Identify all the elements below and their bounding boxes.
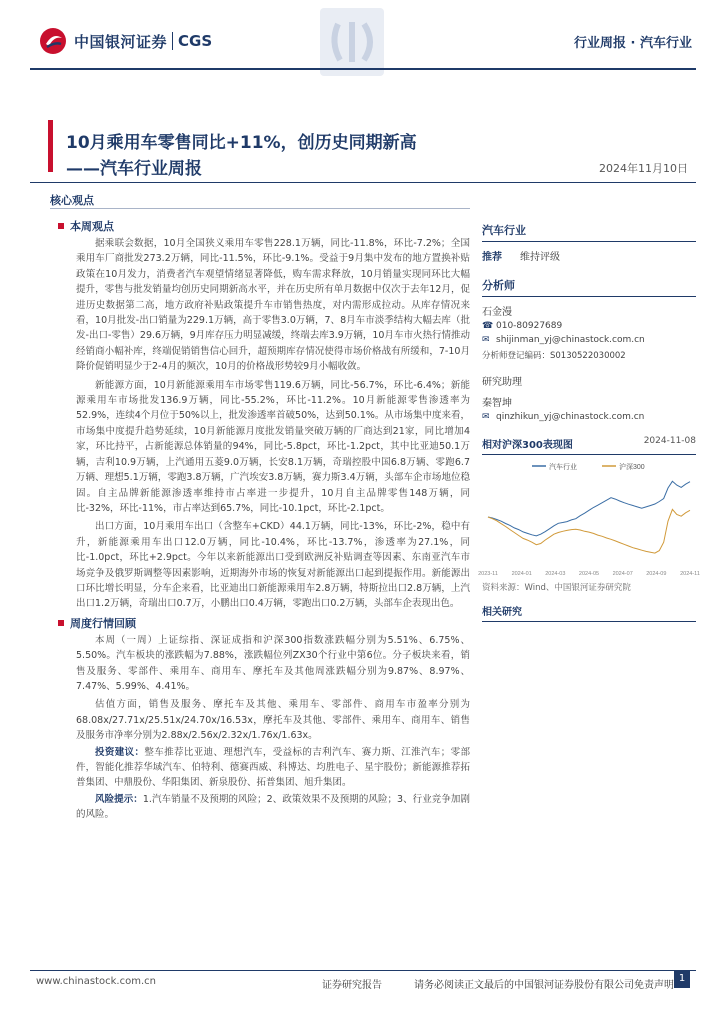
section-heading-text: 周度行情回顾 xyxy=(70,616,136,630)
email-icon: ✉ xyxy=(482,412,490,422)
legend-label-0: 汽车行业 xyxy=(549,464,577,471)
x-tick-label: 2024-09 xyxy=(646,571,667,577)
title-divider xyxy=(30,182,696,183)
analyst-heading: 分析师 xyxy=(482,277,696,297)
analyst-name: 石金漫 xyxy=(482,307,512,318)
publish-date: 2024年11月10日 xyxy=(599,162,688,175)
x-tick-label: 2024-05 xyxy=(578,571,600,577)
series-line-0 xyxy=(488,481,690,536)
logo-divider xyxy=(172,32,173,50)
logo-chinese-name: 中国银河证券 xyxy=(74,32,168,51)
assistant-email[interactable] xyxy=(482,412,696,422)
sidebar xyxy=(478,222,700,622)
phone-icon: ☎ xyxy=(482,321,494,331)
related-research-heading: 相关研究 xyxy=(482,603,696,622)
assistant-name: 秦智坤 xyxy=(482,398,512,409)
invest-text: 整车推荐比亚迪、理想汽车，受益标的吉利汽车、赛力斯、江淮汽车；零部件，智能化推荐华域汽车、伯特利、德赛西威、科博达、均胜电子、星宇股份；新能源推荐拓普集团、中鼎股份、华阳集团、新泉股份、拓普集团、旭升集团。 xyxy=(76,746,470,789)
report-category-tag: 行业周报 · 汽车行业 xyxy=(574,36,692,51)
assistant-heading: 研究助理 xyxy=(482,377,522,388)
analyst-registration: 分析师登记编码：S0130522030002 xyxy=(482,351,626,361)
core-views-divider xyxy=(50,208,470,209)
page-number: 1 xyxy=(674,970,690,988)
footer-disclaimer: 请务必阅读正文最后的中国银河证券股份有限公司免责声明 xyxy=(414,980,674,991)
analyst-phone xyxy=(482,321,696,331)
header-divider xyxy=(30,68,696,70)
x-tick-label: 2023-11 xyxy=(478,571,498,577)
paragraph-market: 本周（一周）上证综指、深证成指和沪深300指数涨跌幅分别为5.51%、6.75%、5.50%。汽车板块的涨跌幅为7.88%，涨跌幅位列ZX30个行业中第6位。分子板块来看，销售及服务、零部件、乘用车、商用车、摩托车及其他周涨跌幅分别为9.87%、8.97%、7.47%、5.99%、4.41%。 xyxy=(76,634,470,692)
footer-website[interactable]: www.chinastock.com.cn xyxy=(36,976,156,987)
rating-row xyxy=(482,248,696,263)
section-bullet-icon xyxy=(58,620,64,626)
x-tick-label: 2024-01 xyxy=(511,571,532,577)
report-title: 10月乘用车零售同比+11%，创历史同期新高 xyxy=(66,133,417,153)
footer-report-type: 证券研究报告 xyxy=(322,980,382,991)
footer-divider xyxy=(30,970,696,971)
chart-source: 资料来源：Wind、中国银河证券研究院 xyxy=(482,583,631,593)
title-accent-bar xyxy=(48,120,53,172)
x-tick-label: 2024-11 xyxy=(680,571,700,577)
section-heading-weekly-view xyxy=(50,218,470,234)
analyst-email[interactable] xyxy=(482,335,696,345)
section-heading-market-review xyxy=(50,615,470,631)
section-heading-text: 本周观点 xyxy=(70,220,114,233)
series-line-1 xyxy=(488,509,690,553)
paragraph-risk xyxy=(50,792,470,823)
risk-label: 风险提示： xyxy=(95,793,143,805)
section-bullet-icon xyxy=(58,223,64,229)
rating-value: 维持评级 xyxy=(520,252,560,263)
logo-english-name: CGS xyxy=(178,32,213,50)
cgs-logo-icon xyxy=(38,26,68,56)
performance-chart-svg xyxy=(478,459,700,579)
main-content xyxy=(50,218,470,824)
x-tick-label: 2024-03 xyxy=(545,571,566,577)
report-subtitle: ——汽车行业周报 xyxy=(66,159,202,179)
paragraph-sales: 据乘联会数据，10月全国狭义乘用车零售228.1万辆，同比-11.8%，环比-7.2%；全国乘用车厂商批发273.2万辆，同比-11.5%，环比-9.1%。受益于9月集中发布的地方置换补贴政策在10月发力，消费者汽车观望情绪显著降低，购车需求释放，10月销量实现同环比大幅提升，零售与批发销量均创历史同期新高水平，并在历史所有单月数据中仅次于去年12月，促进历史数据第二高，地方政府补贴政策提升车市销售热度，对内需形成拉动。从库存情况来看，10月批发-出口销量为229.1万辆，高于零售3.0万辆，7、8月车市淡季结构大幅去库（批发-出口-零售）29.6万辆，9月库存压力明显减缓，终端去库3.9万辆，10月车市火热行情推动经销商小幅补库，终端促销销售信心回升，超预期库存情况使得市场价格战有所缓和，7-10月降价促销明显少于2-4月的频次，10月的价格战形势较9月小幅收敛。 xyxy=(76,238,470,373)
assistant-email-text[interactable]: qinzhikun_yj@chinastock.com.cn xyxy=(496,412,645,422)
paragraph-valuation: 估值方面，销售及服务、摩托车及其他、乘用车、零部件、商用车市盈率分别为68.08x/27.71x/25.51x/24.70x/16.53x，摩托车及其他、零部件、乘用车、商用车、销售及服务市净率分别为2.88x/2.56x/2.32x/1.76x/1.63x。 xyxy=(76,699,470,742)
paragraph-invest xyxy=(50,745,470,791)
invest-label: 投资建议： xyxy=(95,746,145,758)
chart-header xyxy=(482,436,696,455)
page-header xyxy=(0,0,724,84)
x-tick-label: 2024-07 xyxy=(612,571,633,577)
risk-text: 1.汽车销量不及预期的风险；2、政策效果不及预期的风险；3、行业竞争加剧的风险。 xyxy=(76,793,470,821)
rating-key: 推荐 xyxy=(482,252,502,263)
chart-title: 相对沪深300表现图 xyxy=(482,440,573,451)
paragraph-nev: 新能源方面，10月新能源乘用车市场零售119.6万辆，同比-56.7%，环比-6.4%；新能源乘用车市场批发136.9万辆，同比-55.2%，环比-11.2%。10月新能源零售渗透率为52.9%，连续4个月位于50%以上，批发渗透率首破50%，达到50.1%。从市场集中度来看，市场集中度提升趋势延续，10月新能源月度批发销量突破万辆的厂商达到21家，同比增加4家，环比持平，占新能源总体销量的94%，同比-5.8pct，环比-1.2pct，其中比亚迪50.1万辆，吉利10.9万辆，上汽通用五菱9.0万辆，长安8.1万辆，奇瑞控股中国6.8万辆、零跑6.7万辆、理想5.1万辆，零跑3.8万辆，广汽埃安3.8万辆，赛力斯3.4万辆，头部车企市场地位稳固。自主品牌新能源渗透率维持市占率进一步提升，10月自主品牌零售148万辆，同比-32%，环比-11%，市占率达到65.7%，同比-10.1pct，环比-2.1pct。 xyxy=(76,379,470,514)
analyst-email-text[interactable]: shijinman_yj@chinastock.com.cn xyxy=(496,335,645,345)
analyst-phone-text: 010-80927689 xyxy=(496,321,563,331)
email-icon: ✉ xyxy=(482,335,490,345)
chart-date: 2024-11-08 xyxy=(643,436,696,446)
brand-logo xyxy=(38,26,212,56)
paragraph-export: 出口方面，10月乘用车出口（含整车+CKD）44.1万辆，同比-13%，环比-2%，稳中有升，新能源乘用车出口12.0万辆，同比-10.4%，环比-13.7%，渗透率为27.1%，同比-1.0pct，环比+2.9pct。今年以来新能源出口受到欧洲反补贴调查等因素、东南亚汽车市场竞争及俄罗斯调整等因素影响，近期海外市场的恢复对新能源出口起到提振作用。新能源出口环比增长明显，分车企来看，比亚迪出口新能源乘用车2.8万辆，特斯拉出口2.8万辆，上汽出口1.2万辆，奇瑞出口0.7万，小鹏出口0.4万辆，零跑出口0.2万辆，头部车企表现出色。 xyxy=(76,521,470,610)
industry-label: 汽车行业 xyxy=(482,222,696,242)
performance-chart xyxy=(478,459,700,579)
legend-label-1: 沪深300 xyxy=(619,464,645,471)
core-views-label: 核心观点 xyxy=(50,194,94,207)
